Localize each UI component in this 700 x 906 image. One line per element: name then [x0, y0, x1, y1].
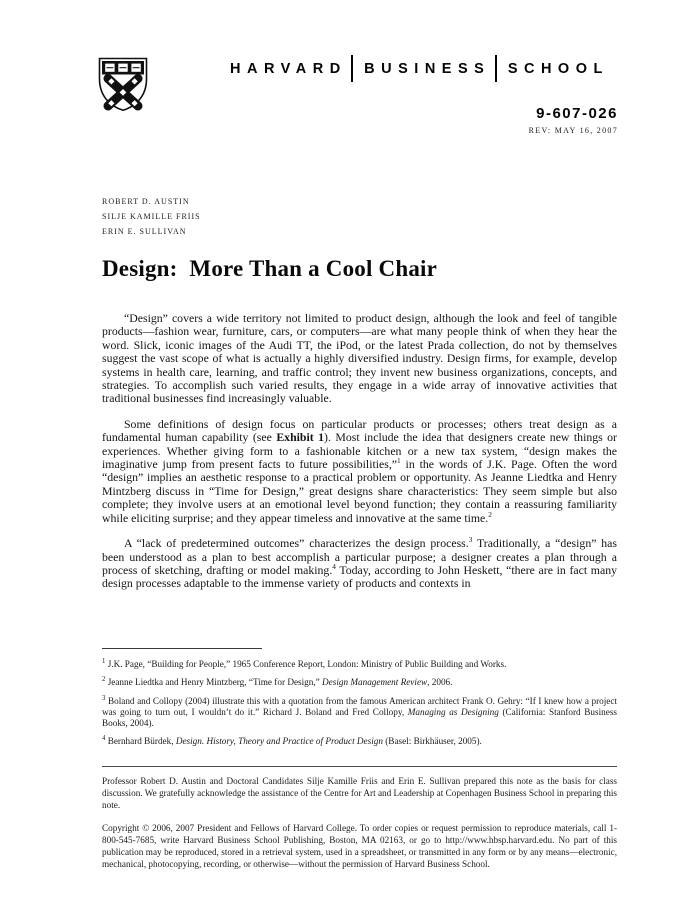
footnote-text: J.K. Page, “Building for People,” 1965 Conference Report, London: Ministry of Public Building and Works.	[105, 659, 507, 669]
footnote-text: Jeanne Liedtka and Henry Mintzberg, “Time for Design,” Design Management Review, 2006.	[105, 677, 453, 688]
author-name: SILJE KAMILLE FRIIS	[102, 212, 201, 221]
footnote-4	[102, 736, 617, 747]
footnote-1	[102, 659, 617, 670]
document-title: Design: More Than a Cool Chair	[102, 256, 438, 281]
footnote-2	[102, 677, 617, 688]
footer-rule	[102, 766, 617, 767]
copyright-notice: Copyright © 2006, 2007 President and Fellows of Harvard College. To order copies or request permission to reproduce materials, call 1-800-545-7685, write Harvard Business School Publishing, Boston, MA 02163, or go to http://www.hbsp.harvard.edu. No part of this publication may be reproduced, stored in a retrieval system, used in a spreadsheet, or transmitted in any form or by any means—electronic, mechanical, photocopying, recording, or otherwise—without the permission of Harvard Business School.	[102, 822, 617, 870]
school-name	[230, 55, 609, 82]
footnote-separator-rule	[102, 648, 262, 649]
footnote-number: 4	[102, 735, 106, 743]
school-word-school: SCHOOL	[507, 60, 609, 77]
main-content	[102, 194, 617, 591]
footnote-number: 1	[102, 657, 106, 665]
author-list	[102, 194, 617, 239]
footnote-3	[102, 696, 617, 730]
school-word-harvard: HARVARD	[230, 60, 347, 77]
footnote-text: Boland and Collopy (2004) illustrate this with a quotation from the famous American architect Frank O. Gehry: “If I knew how a project was going to turn out, I wouldn’t do it.” Richard J. Boland and Fred Collopy, Managing as Designing (California: Stanford Business Books, 2004).	[102, 695, 617, 729]
revision-date: REV: MAY 16, 2007	[528, 126, 618, 135]
hbs-shield-logo	[98, 57, 148, 112]
case-number: 9-607-026	[536, 105, 618, 122]
body-paragraph-3: A “lack of predetermined outcomes” characterizes the design process.$^3$ Traditionally, a “design” has been understood as a plan to best accomplish a particular purpose; a designer creates a plan through a process of sketching, drafting or model making.$^4$ Today, according to John Heskett, “there are in fact many design processes adaptable to the immense variety of products and contexts in	[102, 535, 617, 591]
author-name: ERIN E. SULLIVAN	[102, 227, 187, 236]
body-paragraph-2: Some definitions of design focus on particular products or processes; others treat design as a fundamental human capability (see Exhibit 1). Most include the idea that designers create new things or experiences. Whether giving form to a fashionable kitchen or a new tax system, “design makes the imaginative jump from present facts to future possibilities,”$^1$ in the words of J.K. Page. Often the word “design” implies an aesthetic response to a practical problem or opportunity. As Jeanne Liedtka and Henry Mintzberg discuss in “Time for Design,” great designs share characteristics: They seem simple but also complete; they involve users at an emotional level beyond function; they contain a reassuring familiarity while eliciting surprise; and they appear timeless and innovative at the same time.$^2$	[102, 416, 617, 525]
footnote-number: 3	[102, 694, 106, 702]
attribution-note: Professor Robert D. Austin and Doctoral Candidates Silje Kamille Friis and Erin E. Sullivan prepared this note as the basis for class discussion. We gratefully acknowledge the assistance of the Centre for Art and Leadership at Copenhagen Business School in preparing this note.	[102, 776, 617, 811]
separator-bar	[351, 55, 353, 82]
separator-bar	[495, 55, 497, 82]
body-paragraph-1: “Design” covers a wide territory not limited to product design, although the look and feel of tangible products—fashion wear, furniture, cars, or computers—are what many people think of when they hear the word. Slick, iconic images of the Audi TT, the iPod, or the latest Prada collection, do not by themselves suggest the vast scope of what is actually a highly diversified industry. Design firms, for example, develop systems in health care, learning, and traffic control; they invent new business organizations, concepts, and strategies. To accomplish such varied results, they engage in a wide array of innovative activities that traditional businesses find increasingly valuable.	[102, 311, 617, 406]
footnote-number: 2	[102, 676, 106, 684]
author-name: ROBERT D. AUSTIN	[102, 197, 190, 206]
footer-section	[102, 766, 617, 880]
footnote-text: Bernhard Bürdek, Design. History, Theory and Practice of Product Design (Basel: Birkhäuser, 2005).	[105, 736, 482, 747]
footnote-section	[102, 648, 617, 748]
school-word-business: BUSINESS	[364, 60, 491, 77]
